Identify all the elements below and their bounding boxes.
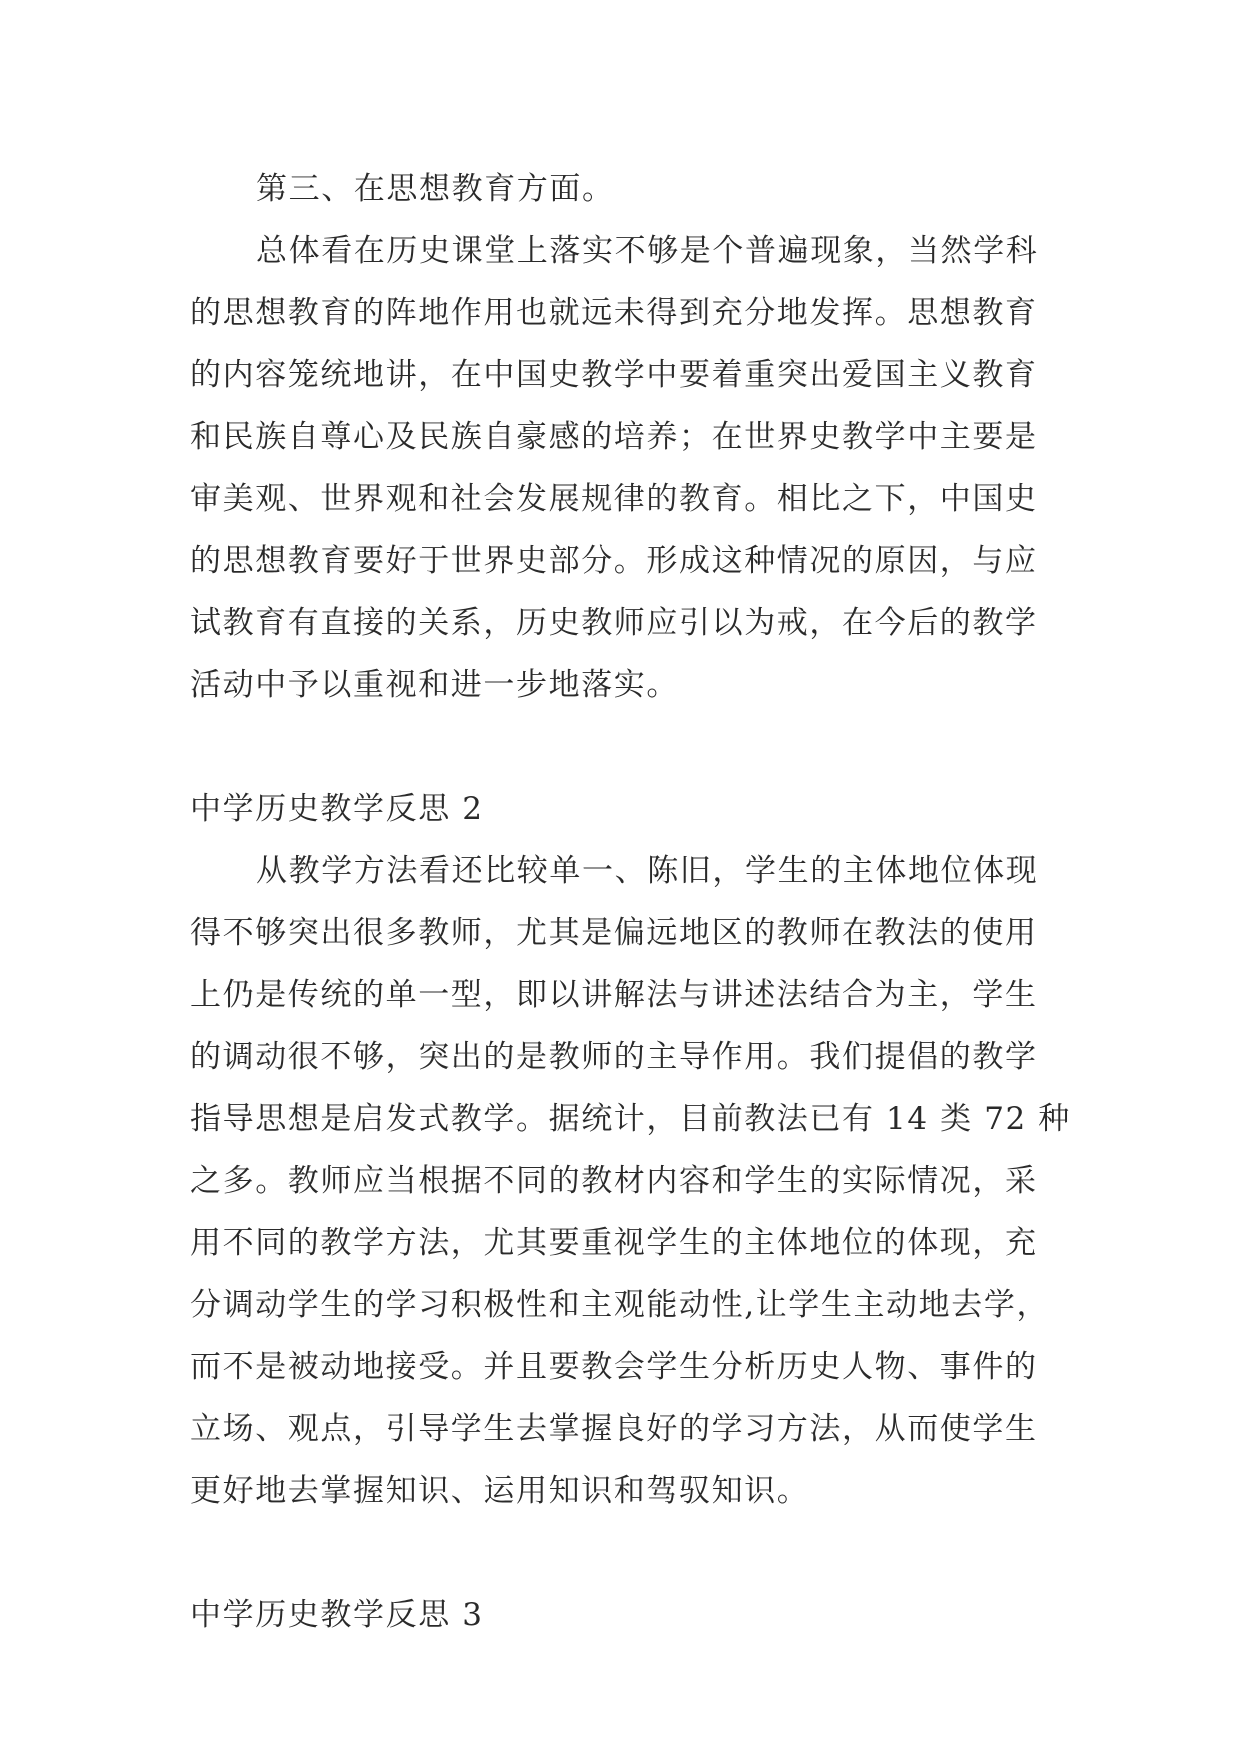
paragraph-line: 试教育有直接的关系，历史教师应引以为戒，在今后的教学	[190, 605, 1038, 641]
section-heading: 第三、在思想教育方面。	[256, 171, 615, 207]
paragraph-line: 之多。教师应当根据不同的教材内容和学生的实际情况，采	[190, 1163, 1038, 1199]
paragraph-line: 的思想教育的阵地作用也就远未得到充分地发挥。思想教育	[190, 295, 1038, 331]
paragraph-line: 的内容笼统地讲，在中国史教学中要着重突出爱国主义教育	[190, 357, 1038, 393]
paragraph-line: 从教学方法看还比较单一、陈旧，学生的主体地位体现	[256, 853, 1039, 889]
section-gap	[190, 716, 1050, 778]
paragraph-line: 活动中予以重视和进一步地落实。	[190, 667, 679, 703]
section-gap	[190, 1522, 1050, 1584]
document-page	[190, 158, 1071, 1646]
section-title: 中学历史教学反思 2	[190, 791, 484, 827]
paragraph-line: 得不够突出很多教师，尤其是偏远地区的教师在教法的使用	[190, 915, 1038, 951]
paragraph-line: 分调动学生的学习积极性和主观能动性,让学生主动地去学，	[190, 1287, 1050, 1323]
paragraph-line: 和民族自尊心及民族自豪感的培养；在世界史教学中主要是	[190, 419, 1038, 455]
paragraph-line: 指导思想是启发式教学。据统计，目前教法已有 14 类 72 种	[190, 1101, 1071, 1137]
paragraph-line: 而不是被动地接受。并且要教会学生分析历史人物、事件的	[190, 1349, 1038, 1385]
paragraph-line: 总体看在历史课堂上落实不够是个普遍现象，当然学科	[256, 233, 1039, 269]
paragraph-line: 的思想教育要好于世界史部分。形成这种情况的原因，与应	[190, 543, 1038, 579]
section-title: 中学历史教学反思 3	[190, 1597, 484, 1633]
paragraph-line: 上仍是传统的单一型，即以讲解法与讲述法结合为主，学生	[190, 977, 1038, 1013]
paragraph-line: 更好地去掌握知识、运用知识和驾驭知识。	[190, 1473, 810, 1509]
paragraph-line: 用不同的教学方法，尤其要重视学生的主体地位的体现，充	[190, 1225, 1038, 1261]
paragraph-line: 审美观、世界观和社会发展规律的教育。相比之下，中国史	[190, 481, 1038, 517]
paragraph-line: 立场、观点，引导学生去掌握良好的学习方法，从而使学生	[190, 1411, 1038, 1447]
paragraph-line: 的调动很不够，突出的是教师的主导作用。我们提倡的教学	[190, 1039, 1038, 1075]
